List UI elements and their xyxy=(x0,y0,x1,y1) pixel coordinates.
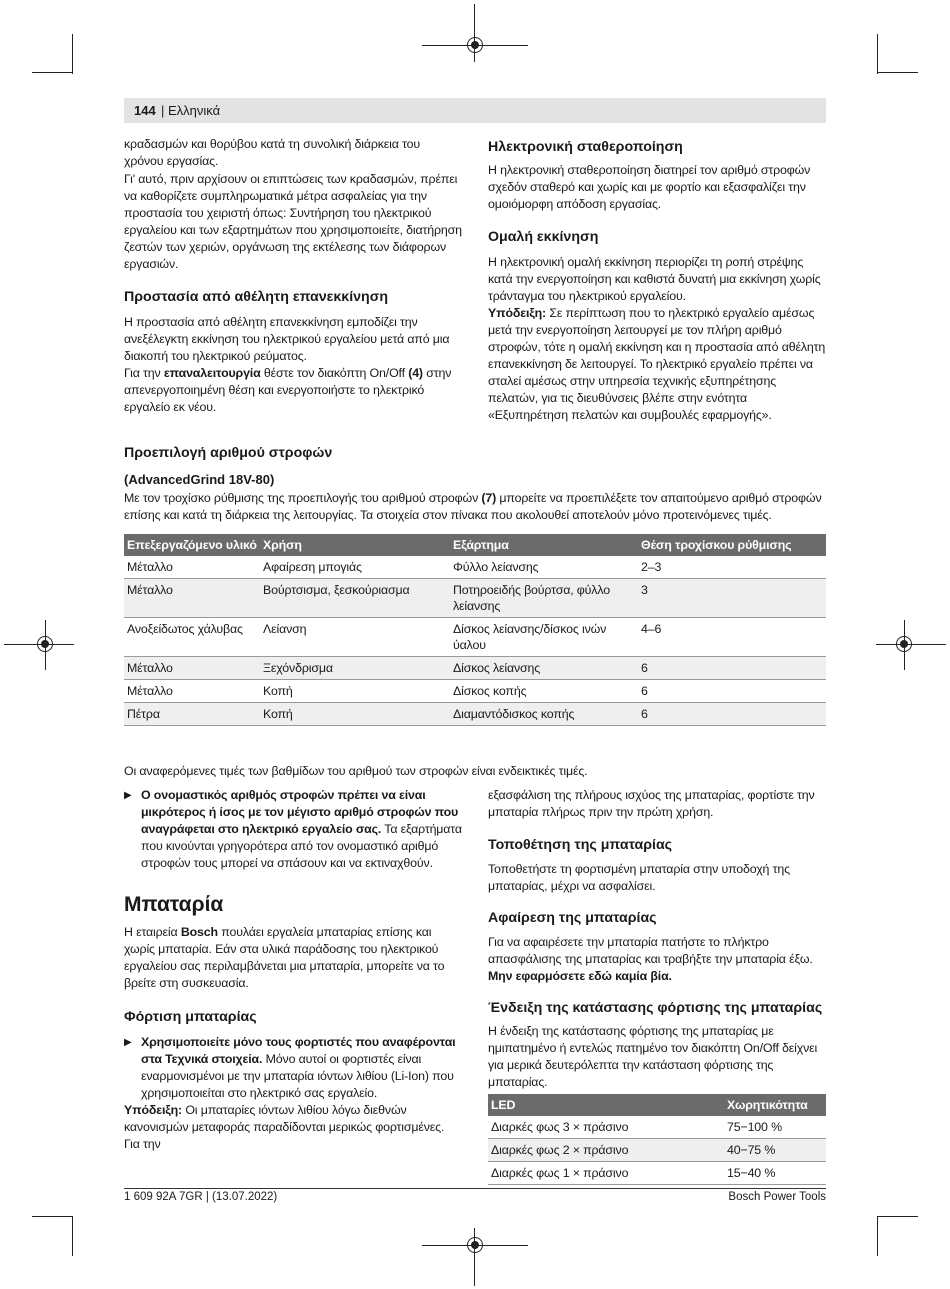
speed-warning: ▶ Ο ονομαστικός αριθμός στροφών πρέπει να είναι μικρότερος ή ίσος με τον μέγιστο αριθμό στροφών που αναγράφεται στο ηλεκτρικό εργαλείο σας. Τα εξαρτήματα που κινούνται γρηγορότερα από τον ονομαστικό αριθμό στροφών τους μπορεί να σπάσουν και να εκτιναχθούν. xyxy=(124,787,462,872)
battery-insert-heading: Τοποθέτηση της μπαταρίας xyxy=(488,837,673,853)
table-row xyxy=(488,1116,826,1139)
electronic-stabilization-text: Η ηλεκτρονική σταθεροποίηση διατηρεί τον αριθμό στροφών σχεδόν σταθερό και χωρίς και με φορτίο και εξασφαλίζει την ομοιόμορφη απόδοση εργασίας. xyxy=(488,163,811,211)
vibration-text-end: κραδασμών και θορύβου κατά τη συνολική διάρκεια του χρόνου εργασίας. xyxy=(124,137,420,168)
speed-table-wrapper xyxy=(124,534,826,726)
battery-insert-text: Τοποθετήστε τη φορτισμένη μπαταρία στην υποδοχή της μπαταρίας, μέχρι να ασφαλίσει. xyxy=(488,862,790,893)
table-row xyxy=(124,703,826,726)
speed-preselection-text: Με τον τροχίσκο ρύθμισης της προεπιλογής του αριθμού στροφών (7) μπορείτε να προεπιλέξετε τον απαιτούμενο αριθμό στροφών επίσης και κατά τη διάρκεια της λειτουργίας. Τα στοιχεία στον πίνακα που ακολουθεί αποτελούν μόνο προτεινόμενες τιμές. xyxy=(124,491,822,522)
table-row xyxy=(488,1139,826,1162)
table-cell: 6 xyxy=(638,657,826,680)
restart-protection-heading: Προστασία από αθέλητη επανεκκίνηση xyxy=(124,289,389,305)
led-table-header: Χωρητικότητα xyxy=(724,1094,826,1116)
battery-text: Η εταιρεία Bosch πουλάει εργαλεία μπαταρίας επίσης και χωρίς μπαταρία. Εάν στα υλικά παράδοσης του ηλεκτρικού εργαλείου σας περιλαμβάνεται μια μπαταρία, μπορείτε να το βρείτε στη συσκευασία. xyxy=(124,925,445,990)
table-row xyxy=(488,1162,826,1185)
table-cell: Ανοξείδωτος χάλυβας xyxy=(124,618,260,657)
battery-remove-heading: Αφαίρεση της μπαταρίας xyxy=(488,910,657,926)
table-cell: 6 xyxy=(638,703,826,726)
speed-table xyxy=(124,534,826,726)
table-cell: Διαρκές φως 1 × πράσινο xyxy=(488,1162,724,1185)
speed-table-header: Χρήση xyxy=(260,534,450,556)
table-cell: Πέτρα xyxy=(124,703,260,726)
table-cell: Φύλλο λείανσης xyxy=(450,556,638,579)
speed-table-header: Επεξεργαζόμενο υλικό xyxy=(124,534,260,556)
table-row xyxy=(124,618,826,657)
table-cell: 40−75 % xyxy=(724,1139,826,1162)
left-column-bottom xyxy=(124,787,462,1153)
table-cell: Μέταλλο xyxy=(124,657,260,680)
vibration-measures-text: Γι' αυτό, πριν αρχίσουν οι επιπτώσεις των κραδασμών, πρέπει να καθορίζετε συμπληρωματικά μέτρα ασφαλείας για την προστασία του χειριστή όπως: Συντήρηση του ηλεκτρικού εργαλείου και των εξαρτημάτων που χρησιμοποιείτε, διατήρηση ζεστών των χεριών, οργάνωση της εκτέλεσης των διάφορων εργασιών. xyxy=(124,172,462,271)
table-cell: Μέταλλο xyxy=(124,579,260,618)
led-table xyxy=(488,1094,826,1185)
table-cell: Δίσκος κοπής xyxy=(450,680,638,703)
footer-brand: Bosch Power Tools xyxy=(728,1191,826,1203)
table-cell: Λείανση xyxy=(260,618,450,657)
speed-table-header: Εξάρτημα xyxy=(450,534,638,556)
soft-start-heading: Ομαλή εκκίνηση xyxy=(488,229,599,245)
table-cell: 15−40 % xyxy=(724,1162,826,1185)
led-table-header: LED xyxy=(488,1094,724,1116)
table-cell: Κοπή xyxy=(260,703,450,726)
table-cell: Αφαίρεση μπογιάς xyxy=(260,556,450,579)
battery-heading: Μπαταρία xyxy=(124,893,224,916)
restart-instruction-text: Για την επαναλειτουργία θέστε τον διακόπτη On/Off (4) στην απενεργοποιημένη θέση και ενεργοποιήστε το ηλεκτρικό εργαλείο εκ νέου. xyxy=(124,366,452,414)
table-cell: Διαρκές φως 2 × πράσινο xyxy=(488,1139,724,1162)
table-cell: Διαμαντόδισκος κοπής xyxy=(450,703,638,726)
charger-warning: ▶ Χρησιμοποιείτε μόνο τους φορτιστές που αναφέρονται στα Τεχνικά στοιχεία. Μόνο αυτοί οι φορτιστές είναι εναρμονισμένοι με την μπαταρία ιόντων λιθίου (Li-Ion) που χρησιμοποιείται στο ηλεκτρικό σας εργαλείο. xyxy=(124,1034,462,1102)
charging-note-continued: εξασφάλιση της πλήρους ισχύος της μπαταρίας, φορτίστε την μπαταρία πλήρως πριν την πρώτη χρήση. xyxy=(488,788,815,819)
soft-start-text: Η ηλεκτρονική ομαλή εκκίνηση περιορίζει τη ροπή στρέψης κατά την ενεργοποίηση και καθιστά δυνατή μια εκκίνηση χωρίς τράνταγμα του ηλεκτρικού εργαλείου. xyxy=(488,255,821,303)
table-cell: Βούρτσισμα, ξεσκούριασμα xyxy=(260,579,450,618)
footer-divider xyxy=(124,1188,826,1189)
table-cell: Διαρκές φως 3 × πράσινο xyxy=(488,1116,724,1139)
table-cell: Ξεχόνδρισμα xyxy=(260,657,450,680)
page-number: 144 xyxy=(134,103,156,118)
left-column-top xyxy=(124,136,462,416)
table-cell: Δίσκος λείανσης/δίσκος ινών ύαλου xyxy=(450,618,638,657)
speed-table-header: Θέση τροχίσκου ρύθμισης xyxy=(638,534,826,556)
table-cell: Μέταλλο xyxy=(124,680,260,703)
table-row xyxy=(124,556,826,579)
table-cell: Δίσκος λείανσης xyxy=(450,657,638,680)
battery-charging-heading: Φόρτιση μπαταρίας xyxy=(124,1009,257,1025)
speed-values-note: Οι αναφερόμενες τιμές των βαθμίδων του αριθμού των στροφών είναι ενδεικτικές τιμές. xyxy=(124,764,588,778)
table-cell: 2–3 xyxy=(638,556,826,579)
electronic-stabilization-heading: Ηλεκτρονική σταθεροποίηση xyxy=(488,139,683,155)
speed-preselection-heading: Προεπιλογή αριθμού στροφών xyxy=(124,445,333,461)
battery-remove-text: Για να αφαιρέσετε την μπαταρία πατήστε το πλήκτρο απασφάλισης της μπαταρίας και τραβήξτε την μπαταρία έξω. Μην εφαρμόσετε εδώ καμία βία. xyxy=(488,935,813,983)
table-cell: Ποτηροειδής βούρτσα, φύλλο λείανσης xyxy=(450,579,638,618)
charge-status-text: Η ένδειξη της κατάστασης φόρτισης της μπαταρίας με ημιπατημένο ή εντελώς πατημένο τον διακόπτη On/Off δείχνει για μερικά δευτερόλεπτα την κατάσταση φόρτισης της μπαταρίας. xyxy=(488,1024,818,1089)
restart-protection-text: Η προστασία από αθέλητη επανεκκίνηση εμποδίζει την ανεξέλεγκτη εκκίνηση του ηλεκτρικού εργαλείου μετά από μια διακοπή του ηλεκτρικού ρεύματος. xyxy=(124,315,450,363)
header-language: Ελληνικά xyxy=(168,103,221,118)
soft-start-note: Υπόδειξη: Σε περίπτωση που το ηλεκτρικό εργαλείο αμέσως μετά την ενεργοποίηση λειτουργεί με τον πλήρη αριθμό στροφών, τότε η ομαλή εκκίνηση και η προστασία από αθέλητη επανεκκίνηση δε λειτουργεί. Το ηλεκτρικό εργαλείο πρέπει να σταλεί αμέσως στην υπηρεσία τεχνικής εξυπηρέτησης πελατών, για τις διευθύνσεις βλέπε στην ενότητα «Εξυπηρέτηση πελατών και συμβουλές εφαρμογής». xyxy=(488,306,826,422)
table-cell: 6 xyxy=(638,680,826,703)
table-cell: 3 xyxy=(638,579,826,618)
table-row xyxy=(124,657,826,680)
right-column-bottom xyxy=(488,787,826,1185)
speed-model-label: (AdvancedGrind 18V-80) xyxy=(124,472,275,487)
table-row xyxy=(124,680,826,703)
speed-preselection-section xyxy=(124,444,826,524)
page-header xyxy=(124,98,826,123)
header-separator: | xyxy=(161,103,165,118)
led-table-header-row xyxy=(488,1094,826,1116)
table-row xyxy=(124,579,826,618)
charging-note: Υπόδειξη: Οι μπαταρίες ιόντων λιθίου λόγω διεθνών κανονισμών μεταφοράς παραδίδονται μερικώς φορτισμένες. Για την xyxy=(124,1103,445,1151)
charge-status-heading: Ένδειξη της κατάστασης φόρτισης της μπαταρίας xyxy=(488,1000,823,1016)
speed-table-header-row xyxy=(124,534,826,556)
table-cell: 75−100 % xyxy=(724,1116,826,1139)
right-column-top xyxy=(488,138,826,424)
table-cell: Μέταλλο xyxy=(124,556,260,579)
footer-doc-id: 1 609 92A 7GR | (13.07.2022) xyxy=(124,1191,278,1203)
table-cell: 4–6 xyxy=(638,618,826,657)
table-cell: Κοπή xyxy=(260,680,450,703)
